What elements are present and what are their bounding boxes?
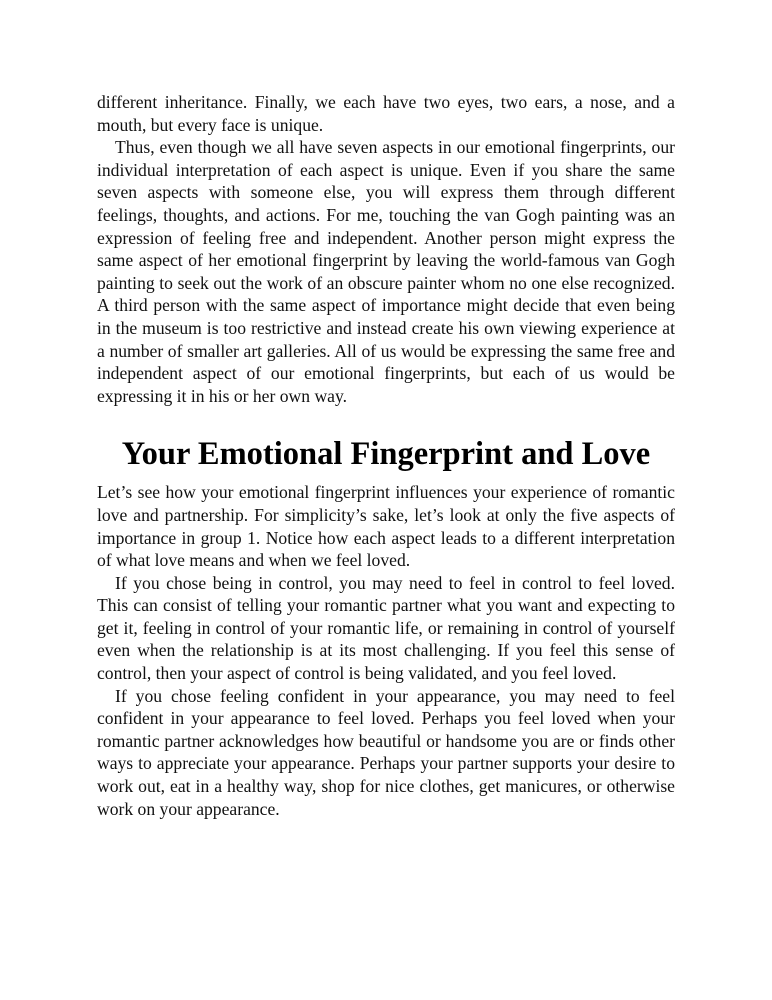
paragraph-seven-aspects: Thus, even though we all have seven aspects in our emotional fingerprints, our individual interpretation of each aspect is unique. Even if you share the same seven aspects with someone else, you will express them through different feelings, thoughts, and actions. For me, touching the van Gogh painting was an expression of feeling free and independent. Another person might express the same aspect of her emotional fingerprint by leaving the world-famous van Gogh painting to seek out the work of an obscure painter whom no one else recognized. A third person with the same aspect of importance might decide that even being in the museum is too restrictive and instead create his own viewing experience at a number of smaller art galleries. All of us would be expressing the same free and independent aspect of our emotional fingerprints, but each of us would be expressing it in his or her own way. — [97, 137, 675, 406]
book-page — [97, 91, 675, 820]
paragraph-continuation: different inheritance. Finally, we each have two eyes, two ears, a nose, and a mouth, but every face is unique. — [97, 92, 675, 135]
paragraph-appearance: If you chose feeling confident in your appearance, you may need to feel confident in your appearance to feel loved. Perhaps you feel loved when your romantic partner acknowledges how beautiful or handsome you are or finds other ways to appreciate your appearance. Perhaps your partner supports your desire to work out, eat in a healthy way, shop for nice clothes, get manicures, or otherwise work on your appearance. — [97, 685, 675, 819]
paragraph-love-intro: Let’s see how your emotional fingerprint influences your experience of romantic love and partnership. For simplicity’s sake, let’s look at only the five aspects of importance in group 1. Notice how each aspect leads to a different interpretation of what love means and when we feel loved. — [97, 482, 675, 571]
section-heading: Your Emotional Fingerprint and Love — [121, 436, 651, 473]
paragraph-control: If you chose being in control, you may need to feel in control to feel loved. This can consist of telling your romantic partner what you want and expecting to get it, feeling in control of your romantic life, or remaining in control of yourself even when the relationship is at its most challenging. If you feel this sense of control, then your aspect of control is being validated, and you feel loved. — [97, 572, 675, 684]
